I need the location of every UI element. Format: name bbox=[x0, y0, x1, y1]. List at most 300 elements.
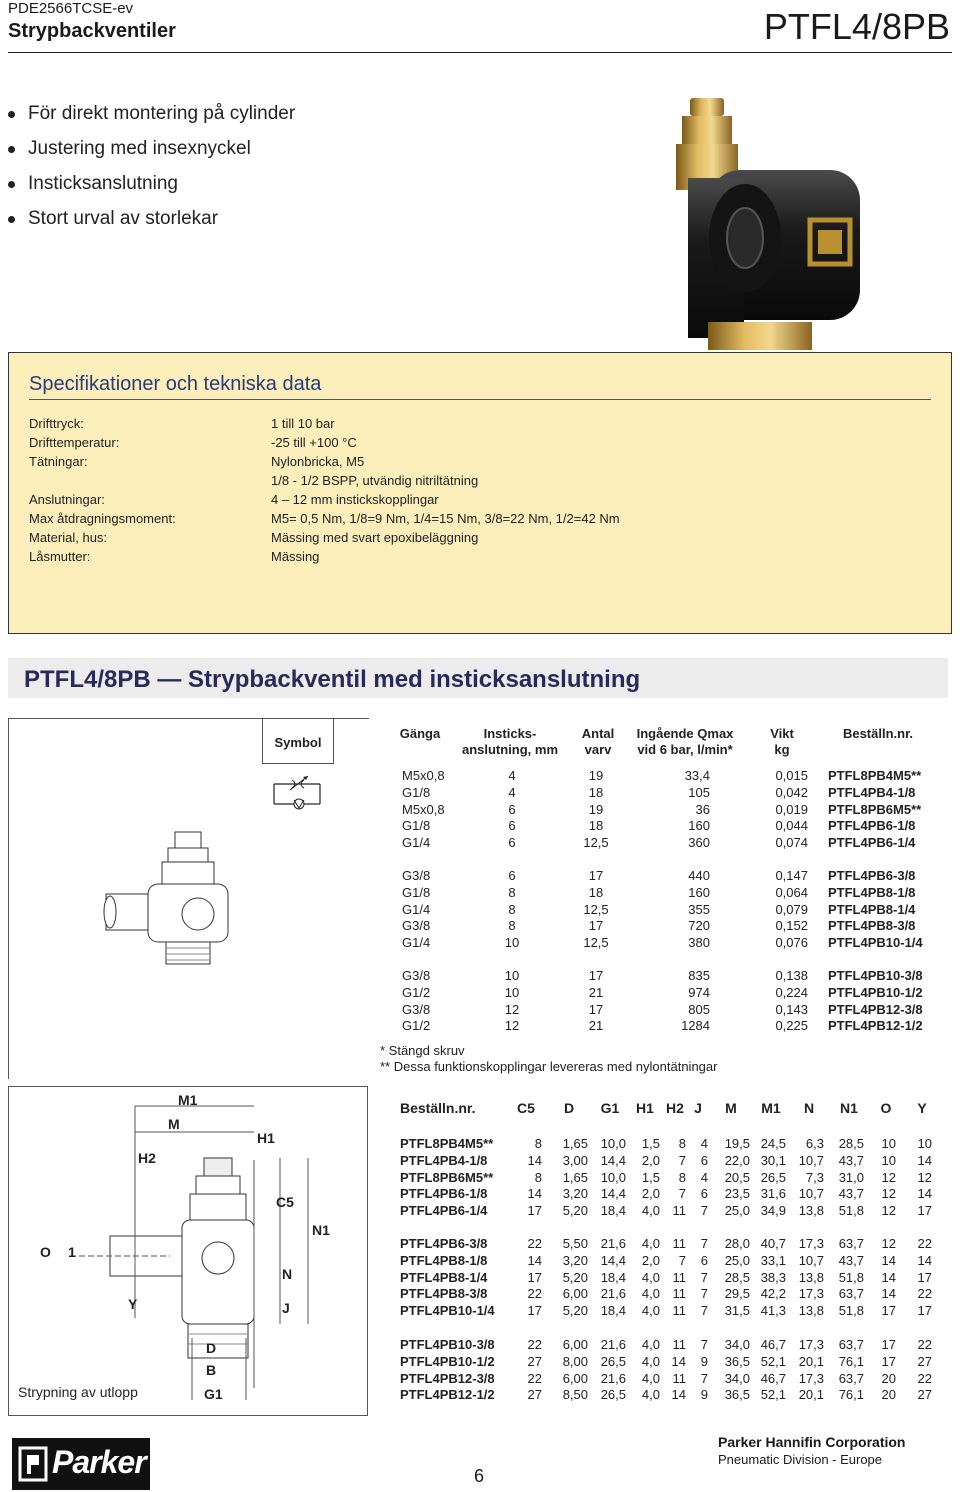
table-cell: 10,7 bbox=[798, 1252, 824, 1268]
table-cell: 42,2 bbox=[760, 1286, 786, 1302]
table-cell: 20 bbox=[881, 1370, 896, 1386]
table-cell: G1/8 bbox=[402, 818, 431, 834]
table-cell: 0,015 bbox=[775, 768, 808, 783]
table-cell: 23,5 bbox=[724, 1186, 750, 1202]
table-cell: 17,3 bbox=[798, 1337, 824, 1352]
table-cell: 33,1 bbox=[760, 1252, 786, 1268]
table-cell: 2,0 bbox=[641, 1252, 660, 1268]
dim-label: B bbox=[206, 1362, 217, 1378]
table-cell: 26,5 bbox=[600, 1353, 626, 1369]
table-cell: 30,1 bbox=[760, 1152, 786, 1168]
table-cell: 17 bbox=[527, 1303, 542, 1319]
table-cell: 25,0 bbox=[724, 1252, 750, 1268]
table-cell: 21,6 bbox=[600, 1236, 626, 1251]
table-cell: 11 bbox=[672, 1286, 686, 1302]
table-cell: 10 bbox=[504, 984, 520, 1000]
table-cell: 11 bbox=[672, 1269, 686, 1285]
table2-header: D bbox=[563, 1100, 575, 1116]
table-cell: 17 bbox=[588, 1001, 604, 1017]
order-number-cell: PTFL4PB10-1/2 bbox=[828, 984, 923, 1000]
order-number-cell: PTFL4PB6-1/8 bbox=[400, 1186, 488, 1202]
table-cell: 12,5 bbox=[583, 901, 609, 917]
table-cell: 5,20 bbox=[562, 1303, 588, 1319]
table-cell: 34,9 bbox=[760, 1203, 786, 1219]
table-cell: 36,5 bbox=[724, 1353, 750, 1369]
dim-label: G1 bbox=[204, 1386, 223, 1402]
table-cell: 17 bbox=[917, 1203, 932, 1219]
table2-header: N1 bbox=[840, 1100, 858, 1116]
table1-header: Gänga bbox=[399, 726, 441, 741]
table-cell: 8 bbox=[508, 884, 516, 900]
table-cell: 76,1 bbox=[838, 1387, 864, 1403]
table-cell: 36,5 bbox=[724, 1387, 750, 1403]
table-cell: 10 bbox=[504, 968, 520, 983]
table-cell: 17 bbox=[588, 918, 604, 934]
table-cell: 12,5 bbox=[583, 835, 609, 851]
order-number-cell: PTFL4PB8-3/8 bbox=[828, 918, 916, 934]
table-cell: 27 bbox=[917, 1387, 932, 1403]
table-cell: 835 bbox=[688, 968, 710, 983]
table-cell: 17 bbox=[527, 1269, 542, 1285]
table-cell: 10 bbox=[917, 1136, 932, 1151]
table-cell: 63,7 bbox=[838, 1236, 864, 1251]
table-cell: 4,0 bbox=[641, 1353, 660, 1369]
order-number-cell: PTFL4PB6-3/8 bbox=[828, 868, 916, 883]
spec-value: Mässing bbox=[271, 549, 320, 564]
table-cell: 10,0 bbox=[600, 1169, 626, 1185]
table-cell: G1/4 bbox=[402, 835, 431, 851]
dim-label: M1 bbox=[178, 1092, 198, 1108]
table-cell: 33,4 bbox=[684, 768, 710, 783]
table2-header: N bbox=[803, 1100, 815, 1116]
table-cell: 17 bbox=[527, 1203, 542, 1219]
table-cell: 14 bbox=[881, 1286, 896, 1302]
table-cell: 27 bbox=[527, 1387, 542, 1403]
table-cell: 4,0 bbox=[641, 1269, 660, 1285]
table-cell: 8 bbox=[534, 1169, 542, 1185]
table-cell: 51,8 bbox=[838, 1269, 864, 1285]
dim-label: H2 bbox=[138, 1150, 156, 1166]
table-cell: 13,8 bbox=[798, 1269, 824, 1285]
table-cell: 0,224 bbox=[775, 984, 808, 1000]
table-cell: 63,7 bbox=[838, 1370, 864, 1386]
parker-emblem-icon bbox=[18, 1446, 48, 1482]
table-cell: 105 bbox=[688, 784, 710, 800]
table-cell: G1/2 bbox=[402, 1018, 431, 1034]
table-cell: 63,7 bbox=[838, 1286, 864, 1302]
table-cell: 51,8 bbox=[838, 1303, 864, 1319]
page-number: 6 bbox=[474, 1466, 485, 1486]
table-cell: 14,4 bbox=[600, 1152, 626, 1168]
table-cell: 7 bbox=[678, 1252, 686, 1268]
table-cell: 12 bbox=[881, 1169, 896, 1185]
dim-label: C5 bbox=[276, 1194, 294, 1210]
dim-label: J bbox=[282, 1300, 290, 1316]
order-number-cell: PTFL4PB8-1/4 bbox=[400, 1269, 488, 1285]
table-cell: 1,5 bbox=[641, 1136, 660, 1151]
table-cell: 51,8 bbox=[838, 1203, 864, 1219]
table-cell: 380 bbox=[688, 935, 710, 951]
table-cell: 46,7 bbox=[760, 1370, 786, 1386]
table1-header: Beställn.nr. bbox=[842, 726, 914, 741]
table-cell: 6,00 bbox=[562, 1337, 588, 1352]
table1-header: Insticks- anslutning, mm bbox=[461, 726, 559, 757]
table-cell: 22 bbox=[527, 1337, 542, 1352]
table-cell: 31,0 bbox=[838, 1169, 864, 1185]
table-cell: 0,019 bbox=[775, 801, 808, 817]
table-cell: 17 bbox=[881, 1303, 896, 1319]
table-cell: G3/8 bbox=[402, 1001, 431, 1017]
table-cell: 76,1 bbox=[838, 1353, 864, 1369]
spec-label: Tätningar: bbox=[29, 454, 88, 469]
table-cell: M5x0,8 bbox=[402, 768, 445, 783]
table-cell: 24,5 bbox=[760, 1136, 786, 1151]
table-cell: 12 bbox=[881, 1236, 896, 1251]
table2-header: H2 bbox=[666, 1100, 684, 1116]
table-cell: 28,5 bbox=[838, 1136, 864, 1151]
table-cell: G1/2 bbox=[402, 984, 431, 1000]
table2-header: O bbox=[880, 1100, 892, 1116]
table-cell: 4,0 bbox=[641, 1236, 660, 1251]
table-cell: 1,65 bbox=[562, 1136, 588, 1151]
table-cell: 29,5 bbox=[724, 1286, 750, 1302]
table1-header: Antal varv bbox=[581, 726, 615, 757]
table-cell: 4,0 bbox=[641, 1370, 660, 1386]
table-cell: 0,064 bbox=[775, 884, 808, 900]
order-number-cell: PTFL4PB6-3/8 bbox=[400, 1236, 488, 1251]
table-cell: 11 bbox=[672, 1236, 686, 1251]
table-cell: 8 bbox=[678, 1169, 686, 1185]
table-cell: 14 bbox=[917, 1186, 932, 1202]
spec-label: Material, hus: bbox=[29, 530, 108, 545]
table-cell: 18 bbox=[588, 884, 604, 900]
table-cell: 10,7 bbox=[798, 1186, 824, 1202]
table-cell: 4,0 bbox=[641, 1337, 660, 1352]
feature-item: Insticksanslutning bbox=[8, 170, 295, 205]
order-number-cell: PTFL4PB4-1/8 bbox=[828, 784, 916, 800]
table-cell: 10,0 bbox=[600, 1136, 626, 1151]
table-cell: 6 bbox=[508, 868, 516, 883]
table-cell: 5,50 bbox=[562, 1236, 588, 1251]
table-cell: 9 bbox=[700, 1353, 708, 1369]
table-cell: 9 bbox=[700, 1387, 708, 1403]
table-cell: 14 bbox=[527, 1186, 542, 1202]
table-cell: 7 bbox=[700, 1286, 708, 1302]
table-cell: 18 bbox=[588, 818, 604, 834]
table-cell: 8 bbox=[534, 1136, 542, 1151]
order-number-cell: PTFL4PB12-3/8 bbox=[400, 1370, 495, 1386]
parker-logo bbox=[12, 1438, 150, 1490]
table-cell: 12 bbox=[504, 1018, 520, 1034]
document-code: PDE2566TCSE-ev bbox=[8, 0, 134, 17]
dim-label: N1 bbox=[312, 1222, 330, 1238]
order-number-cell: PTFL4PB6-1/4 bbox=[828, 835, 916, 851]
spec-value: 1/8 - 1/2 BSPP, utvändig nitriltätning bbox=[271, 473, 479, 488]
footnote: ** Dessa funktionskopplingar levereras med nylontätningar bbox=[380, 1059, 718, 1074]
table-cell: 6,00 bbox=[562, 1370, 588, 1386]
table-cell: 7 bbox=[700, 1269, 708, 1285]
table-cell: 14 bbox=[671, 1387, 686, 1403]
table-cell: 21,6 bbox=[600, 1286, 626, 1302]
spec-label: Max åtdragningsmoment: bbox=[29, 511, 176, 526]
table-cell: 22,0 bbox=[724, 1152, 750, 1168]
specifications-title: Specifikationer och tekniska data bbox=[29, 373, 322, 395]
order-number-cell: PTFL4PB8-1/8 bbox=[400, 1252, 488, 1268]
table-cell: 28,0 bbox=[724, 1236, 750, 1251]
table-cell: 17 bbox=[917, 1269, 932, 1285]
dim-label: M bbox=[168, 1116, 180, 1132]
table-cell: 18,4 bbox=[600, 1303, 626, 1319]
table-cell: G1/4 bbox=[402, 901, 431, 917]
table-cell: 10 bbox=[881, 1152, 896, 1168]
table-cell: 3,20 bbox=[562, 1186, 588, 1202]
table-cell: 13,8 bbox=[798, 1303, 824, 1319]
dim-label: O bbox=[40, 1244, 51, 1260]
footnote: * Stängd skruv bbox=[380, 1043, 465, 1058]
table-cell: 22 bbox=[917, 1337, 932, 1352]
table-cell: 20 bbox=[881, 1387, 896, 1403]
order-number-cell: PTFL4PB10-1/4 bbox=[400, 1303, 495, 1319]
table-cell: 18,4 bbox=[600, 1269, 626, 1285]
table-cell: 14 bbox=[917, 1152, 932, 1168]
table-cell: 31,5 bbox=[724, 1303, 750, 1319]
table-cell: 17,3 bbox=[798, 1286, 824, 1302]
table-cell: 10 bbox=[881, 1136, 896, 1151]
table-cell: 22 bbox=[917, 1286, 932, 1302]
table-cell: 0,143 bbox=[775, 1001, 808, 1017]
table-cell: 0,152 bbox=[775, 918, 808, 934]
table-cell: 27 bbox=[527, 1353, 542, 1369]
table-cell: 17,3 bbox=[798, 1236, 824, 1251]
feature-item: Justering med insexnyckel bbox=[8, 135, 295, 170]
spec-value: M5= 0,5 Nm, 1/8=9 Nm, 1/4=15 Nm, 3/8=22 Nm, 1/2=42 Nm bbox=[271, 511, 620, 526]
dim-label: H1 bbox=[257, 1130, 275, 1146]
table-cell: 0,076 bbox=[775, 935, 808, 951]
table-cell: 14 bbox=[917, 1252, 932, 1268]
table-cell: 12,5 bbox=[583, 935, 609, 951]
table-cell: 43,7 bbox=[838, 1186, 864, 1202]
table-cell: 21,6 bbox=[600, 1337, 626, 1352]
table2-header: M1 bbox=[761, 1100, 781, 1116]
table-cell: 22 bbox=[527, 1286, 542, 1302]
table-cell: 1,5 bbox=[641, 1169, 660, 1185]
logo-text: Parker bbox=[52, 1444, 146, 1480]
table-cell: 7 bbox=[700, 1303, 708, 1319]
table-cell: 160 bbox=[688, 818, 710, 834]
table-cell: 7 bbox=[700, 1337, 708, 1352]
table1-header: Ingående Qmax vid 6 bar, l/min* bbox=[636, 726, 734, 757]
order-number-cell: PTFL4PB6-1/8 bbox=[828, 818, 916, 834]
table1-header: Vikt kg bbox=[770, 726, 794, 757]
table2-header: H1 bbox=[636, 1100, 654, 1116]
table-cell: 6 bbox=[508, 801, 516, 817]
table-cell: 40,7 bbox=[760, 1236, 786, 1251]
table2-header: M bbox=[725, 1100, 737, 1116]
spec-value: Mässing med svart epoxibeläggning bbox=[271, 530, 479, 545]
table-cell: 4 bbox=[508, 784, 516, 800]
spec-value: 1 till 10 bar bbox=[271, 416, 335, 431]
table-cell: 17 bbox=[881, 1337, 896, 1352]
order-number-cell: PTFL4PB6-1/4 bbox=[400, 1203, 488, 1219]
table-cell: 22 bbox=[527, 1236, 542, 1251]
dim-label: Y bbox=[128, 1296, 138, 1312]
table-cell: 10 bbox=[504, 935, 520, 951]
table2-header: G1 bbox=[600, 1100, 620, 1116]
table-cell: 27 bbox=[917, 1353, 932, 1369]
section-title: PTFL4/8PB — Strypbackventil med insticksanslutning bbox=[24, 666, 641, 693]
table-cell: 12 bbox=[881, 1186, 896, 1202]
table-cell: 14 bbox=[527, 1252, 542, 1268]
table-cell: 22 bbox=[917, 1370, 932, 1386]
table-cell: 8 bbox=[508, 918, 516, 934]
table-cell: G1/4 bbox=[402, 935, 431, 951]
table-cell: 7 bbox=[700, 1236, 708, 1251]
spec-value: -25 till +100 °C bbox=[271, 435, 357, 450]
table-cell: 0,044 bbox=[775, 818, 808, 834]
table-cell: 19 bbox=[588, 768, 604, 783]
table-cell: 8,00 bbox=[562, 1353, 588, 1369]
table-cell: 4,0 bbox=[641, 1286, 660, 1302]
table-cell: 440 bbox=[688, 868, 710, 883]
table-cell: 8,50 bbox=[562, 1387, 588, 1403]
order-number-cell: PTFL8PB4M5** bbox=[400, 1136, 494, 1151]
table-cell: 6,3 bbox=[805, 1136, 824, 1151]
table-cell: 52,1 bbox=[760, 1387, 786, 1403]
drawing-caption: Strypning av utlopp bbox=[18, 1384, 138, 1400]
order-number-cell: PTFL8PB4M5** bbox=[828, 768, 922, 783]
table-cell: 13,8 bbox=[798, 1203, 824, 1219]
order-number-cell: PTFL4PB10-1/4 bbox=[828, 935, 923, 951]
table-cell: 11 bbox=[672, 1303, 686, 1319]
table-cell: 34,0 bbox=[724, 1370, 750, 1386]
table-cell: 6 bbox=[508, 835, 516, 851]
order-number-cell: PTFL4PB8-1/4 bbox=[828, 901, 916, 917]
table-cell: 20,1 bbox=[798, 1387, 824, 1403]
spec-value: Nylonbricka, M5 bbox=[271, 454, 365, 469]
table-cell: G1/8 bbox=[402, 884, 431, 900]
table-cell: 6 bbox=[700, 1252, 708, 1268]
order-number-cell: PTFL4PB10-1/2 bbox=[400, 1353, 495, 1369]
table-cell: G3/8 bbox=[402, 918, 431, 934]
table-cell: 4,0 bbox=[641, 1203, 660, 1219]
spec-label: Drifttemperatur: bbox=[29, 435, 120, 450]
table-cell: 22 bbox=[917, 1236, 932, 1251]
table-cell: G3/8 bbox=[402, 868, 431, 883]
table-cell: 14 bbox=[881, 1252, 896, 1268]
table-cell: 8 bbox=[508, 901, 516, 917]
table-cell: 28,5 bbox=[724, 1269, 750, 1285]
table-cell: 34,0 bbox=[724, 1337, 750, 1352]
table-cell: 12 bbox=[504, 1001, 520, 1017]
table-cell: M5x0,8 bbox=[402, 801, 445, 817]
order-number-cell: PTFL4PB8-3/8 bbox=[400, 1286, 488, 1302]
table2-header: Y bbox=[917, 1100, 927, 1116]
document-subtitle: Strypbackventiler bbox=[8, 20, 176, 42]
table2-header: J bbox=[694, 1100, 702, 1116]
table-cell: 5,20 bbox=[562, 1269, 588, 1285]
order-number-cell: PTFL4PB12-1/2 bbox=[400, 1387, 495, 1403]
table-cell: 974 bbox=[688, 984, 710, 1000]
table-cell: 1284 bbox=[681, 1018, 710, 1034]
table-cell: 17 bbox=[917, 1303, 932, 1319]
table-cell: 0,074 bbox=[775, 835, 808, 851]
table-cell: 720 bbox=[688, 918, 710, 934]
table-cell: 63,7 bbox=[838, 1337, 864, 1352]
table-cell: 0,042 bbox=[775, 784, 808, 800]
table-cell: 12 bbox=[917, 1169, 932, 1185]
table-cell: 7 bbox=[700, 1370, 708, 1386]
table-cell: 6 bbox=[700, 1152, 708, 1168]
order-number-cell: PTFL4PB12-3/8 bbox=[828, 1001, 923, 1017]
table-cell: 4 bbox=[700, 1136, 708, 1151]
dim-label: D bbox=[206, 1340, 217, 1356]
table-cell: 25,0 bbox=[724, 1203, 750, 1219]
table-cell: G3/8 bbox=[402, 968, 431, 983]
table-cell: 160 bbox=[688, 884, 710, 900]
table-cell: 26,5 bbox=[600, 1387, 626, 1403]
table-cell: 11 bbox=[672, 1203, 686, 1219]
table-cell: 17 bbox=[588, 868, 604, 883]
table-cell: 11 bbox=[672, 1337, 686, 1352]
table-cell: 7 bbox=[700, 1203, 708, 1219]
table-cell: 14,4 bbox=[600, 1186, 626, 1202]
table-cell: 21 bbox=[588, 1018, 604, 1034]
symbol-label: Symbol bbox=[274, 735, 322, 750]
table-cell: 4 bbox=[700, 1169, 708, 1185]
table-cell: 46,7 bbox=[760, 1337, 786, 1352]
table-cell: 43,7 bbox=[838, 1152, 864, 1168]
table-cell: 52,1 bbox=[760, 1353, 786, 1369]
table-cell: 11 bbox=[672, 1370, 686, 1386]
table-cell: 3,20 bbox=[562, 1252, 588, 1268]
table-cell: 19,5 bbox=[724, 1136, 750, 1151]
spec-label: Anslutningar: bbox=[29, 492, 105, 507]
table-cell: 6,00 bbox=[562, 1286, 588, 1302]
table-cell: 4,0 bbox=[641, 1303, 660, 1319]
table-cell: 7,3 bbox=[805, 1169, 824, 1185]
table-cell: 4 bbox=[508, 768, 516, 783]
table-cell: 20,5 bbox=[724, 1169, 750, 1185]
spec-label: Låsmutter: bbox=[29, 549, 91, 564]
table-cell: 14 bbox=[671, 1353, 686, 1369]
product-title: PTFL4/8PB bbox=[763, 6, 950, 47]
order-number-cell: PTFL8PB6M5** bbox=[828, 801, 922, 817]
table-cell: 6 bbox=[508, 818, 516, 834]
table2-header: Beställn.nr. bbox=[400, 1100, 476, 1116]
table-cell: 18,4 bbox=[600, 1203, 626, 1219]
feature-item: För direkt montering på cylinder bbox=[8, 100, 295, 135]
table-cell: 14 bbox=[881, 1269, 896, 1285]
table-cell: 2,0 bbox=[641, 1152, 660, 1168]
table-cell: 18 bbox=[588, 784, 604, 800]
spec-value: 4 – 12 mm instickskopplingar bbox=[271, 492, 439, 507]
order-number-cell: PTFL4PB12-1/2 bbox=[828, 1018, 923, 1034]
table-cell: 2,0 bbox=[641, 1186, 660, 1202]
table-cell: 22 bbox=[527, 1370, 542, 1386]
table-cell: 355 bbox=[688, 901, 710, 917]
dim-label: 1 bbox=[68, 1244, 76, 1260]
table-cell: 1,65 bbox=[562, 1169, 588, 1185]
table-cell: 21 bbox=[588, 984, 604, 1000]
table-cell: 21,6 bbox=[600, 1370, 626, 1386]
table-cell: 41,3 bbox=[760, 1303, 786, 1319]
table-cell: 38,3 bbox=[760, 1269, 786, 1285]
table-cell: 0,079 bbox=[775, 901, 808, 917]
division-name: Pneumatic Division - Europe bbox=[718, 1452, 883, 1467]
table-cell: 20,1 bbox=[798, 1353, 824, 1369]
order-number-cell: PTFL4PB10-3/8 bbox=[400, 1337, 495, 1352]
table-cell: 0,147 bbox=[775, 868, 808, 883]
